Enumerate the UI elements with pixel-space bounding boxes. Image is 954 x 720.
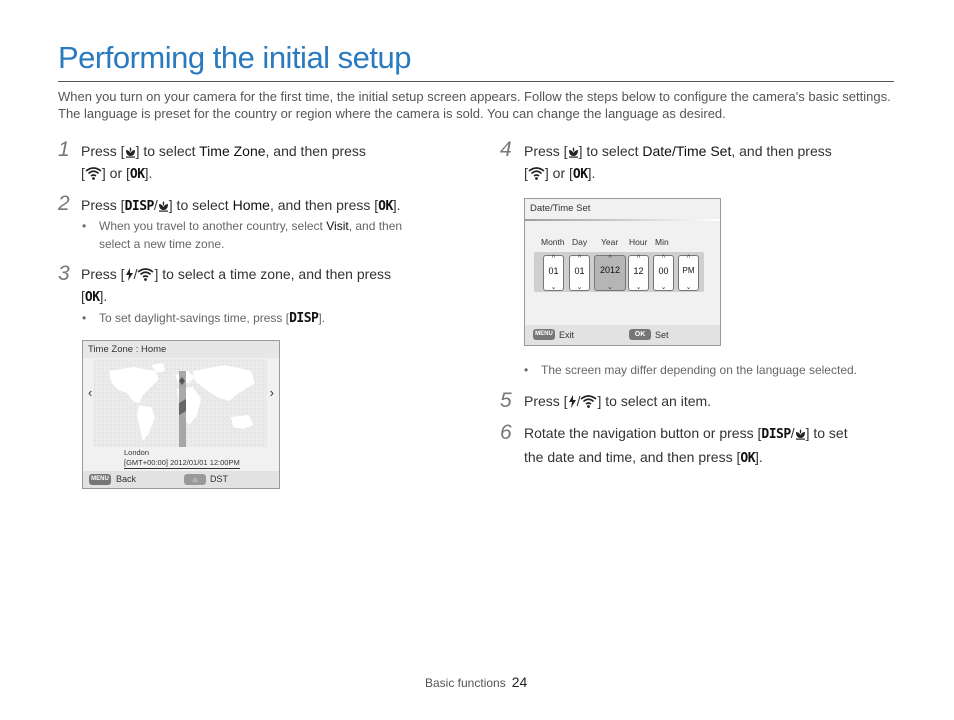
world-map bbox=[93, 359, 267, 447]
wifi-icon bbox=[85, 167, 102, 180]
menu-button-icon[interactable]: MENU bbox=[533, 329, 555, 340]
dt-header-rule bbox=[525, 219, 720, 221]
down-arrow-icon[interactable]: ⌄ bbox=[607, 284, 613, 291]
disp-key: DISP bbox=[761, 427, 791, 442]
step-number-2: 2 bbox=[58, 192, 70, 215]
up-arrow-icon[interactable]: ^ bbox=[551, 255, 556, 262]
flash-icon bbox=[568, 395, 577, 408]
up-arrow-icon[interactable]: ^ bbox=[636, 255, 641, 262]
dt-month-value: 01 bbox=[548, 266, 559, 276]
ok-key: OK bbox=[84, 290, 100, 305]
up-arrow-icon[interactable]: ^ bbox=[577, 255, 582, 262]
ok-key: OK bbox=[572, 167, 588, 182]
dt-label-day: Day bbox=[572, 237, 588, 247]
title-rule bbox=[58, 81, 894, 82]
macro-icon bbox=[125, 146, 136, 158]
dt-header: Date/Time Set bbox=[530, 203, 591, 214]
step-number-6: 6 bbox=[500, 421, 512, 444]
dt-min-value: 00 bbox=[658, 266, 669, 276]
disp-key: DISP bbox=[289, 311, 319, 326]
dt-hour-spinner[interactable] bbox=[628, 255, 649, 291]
down-arrow-icon[interactable]: ⌄ bbox=[550, 284, 557, 291]
step-3-bullet: • To set daylight-savings time, press [DISP]. bbox=[82, 311, 326, 326]
ok-key: OK bbox=[740, 451, 756, 466]
home-keyword: Home bbox=[232, 197, 270, 213]
ok-button-icon[interactable]: OK bbox=[629, 329, 651, 340]
disp-key: DISP bbox=[124, 199, 154, 214]
dt-month-spinner[interactable] bbox=[543, 255, 564, 291]
flash-icon bbox=[125, 268, 134, 281]
step-number-5: 5 bbox=[500, 389, 512, 412]
macro-icon bbox=[158, 200, 169, 212]
tz-info bbox=[124, 448, 240, 469]
screen-note-bullet: • The screen may differ depending on the language selected. bbox=[524, 363, 857, 377]
ok-key: OK bbox=[378, 199, 393, 214]
date-time-screen bbox=[524, 198, 721, 346]
dt-hour-value: 12 bbox=[633, 266, 644, 276]
intro-paragraph: When you turn on your camera for the first time, the initial setup screen appears. Follow the steps below to configure the camera's basic settings. The language is preset for the country or region where the camera is sold. You can change the language as desired. bbox=[58, 89, 891, 121]
dt-year-spinner[interactable] bbox=[594, 255, 626, 291]
dt-ampm-spinner[interactable] bbox=[678, 255, 699, 291]
tz-header: Time Zone : Home bbox=[83, 341, 279, 358]
step-6: Rotate the navigation button or press [DISP/ ] to set the date and time, and then press [OK]. bbox=[524, 425, 848, 466]
wifi-icon bbox=[137, 268, 154, 281]
step-number-1: 1 bbox=[58, 138, 70, 161]
step-4: Press [ ] to select Date/Time Set, and then press [ ] or [OK]. bbox=[524, 143, 832, 182]
down-arrow-icon[interactable]: ⌄ bbox=[685, 284, 692, 291]
section-name: Basic functions bbox=[425, 676, 506, 690]
dst-button-icon[interactable]: ☼ bbox=[184, 474, 206, 485]
step-2: Press [DISP/ ] to select Home, and then press [OK]. bbox=[81, 197, 401, 214]
tz-city: London bbox=[124, 448, 150, 457]
menu-button-icon[interactable]: MENU bbox=[89, 474, 111, 485]
dt-label-year: Year bbox=[601, 237, 619, 247]
tz-gmt: [GMT+00:00] bbox=[124, 458, 168, 467]
dt-day-value: 01 bbox=[574, 266, 585, 276]
set-label: Set bbox=[655, 330, 669, 340]
tz-datetime: 2012/01/01 12:00PM bbox=[170, 458, 240, 467]
wifi-icon bbox=[580, 395, 597, 408]
down-arrow-icon[interactable]: ⌄ bbox=[576, 284, 583, 291]
dt-day-spinner[interactable] bbox=[569, 255, 590, 291]
visit-keyword: Visit bbox=[326, 219, 349, 233]
dt-year-value: 2012 bbox=[599, 265, 621, 275]
down-arrow-icon[interactable]: ⌄ bbox=[635, 284, 642, 291]
tz-right-arrow[interactable]: › bbox=[269, 385, 274, 400]
page-number: 24 bbox=[511, 674, 528, 690]
macro-icon bbox=[795, 428, 806, 440]
dt-label-month: Month bbox=[541, 237, 565, 247]
step-number-3: 3 bbox=[58, 262, 70, 285]
dt-footer bbox=[525, 325, 720, 345]
step-3: Press [ / ] to select a time zone, and then press [OK]. bbox=[81, 266, 392, 305]
down-arrow-icon[interactable]: ⌄ bbox=[660, 284, 667, 291]
dt-min-spinner[interactable] bbox=[653, 255, 674, 291]
dt-label-min: Min bbox=[655, 237, 669, 247]
step-1: Press [ ] to select Time Zone, and then press [ ] or [OK]. bbox=[81, 143, 366, 182]
tz-footer bbox=[83, 471, 279, 488]
time-zone-keyword: Time Zone bbox=[199, 143, 266, 159]
dt-label-hour: Hour bbox=[629, 237, 648, 247]
page-title: Performing the initial setup bbox=[58, 40, 412, 75]
step-5: Press [ / ] to select an item. bbox=[524, 393, 712, 409]
dt-ampm-value: PM bbox=[682, 266, 695, 275]
dst-label: DST bbox=[210, 474, 228, 484]
step-number-4: 4 bbox=[500, 138, 512, 161]
tz-left-arrow[interactable]: ‹ bbox=[88, 385, 93, 400]
up-arrow-icon[interactable]: ^ bbox=[608, 255, 612, 262]
exit-label: Exit bbox=[559, 330, 575, 340]
macro-icon bbox=[568, 146, 579, 158]
page-footer bbox=[425, 674, 527, 690]
ok-key: OK bbox=[129, 167, 145, 182]
time-zone-screen bbox=[82, 340, 280, 489]
back-label: Back bbox=[116, 474, 137, 484]
up-arrow-icon[interactable]: ^ bbox=[661, 255, 666, 262]
step-2-bullet: • When you travel to another country, select Visit, and then select a new time zone. bbox=[82, 219, 403, 251]
wifi-icon bbox=[528, 167, 545, 180]
up-arrow-icon[interactable]: ^ bbox=[686, 255, 691, 262]
date-time-set-keyword: Date/Time Set bbox=[642, 143, 732, 159]
